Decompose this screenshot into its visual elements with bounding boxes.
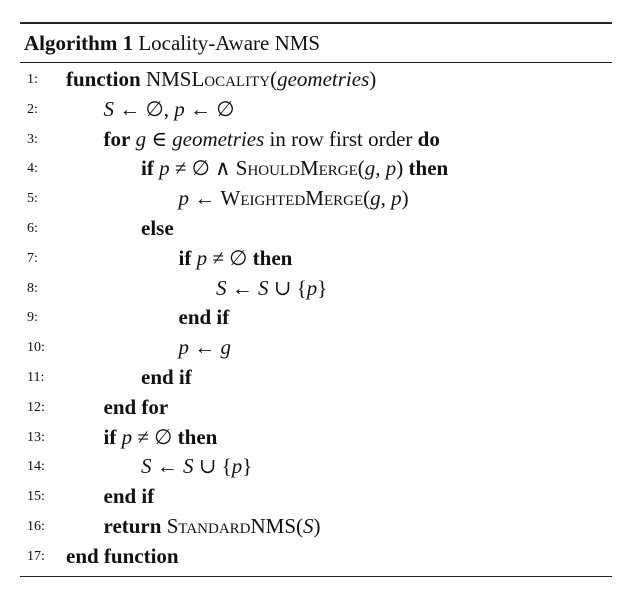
bottom-rule <box>20 576 612 577</box>
procedure-name: NMSLocality <box>145 67 271 91</box>
keyword: if <box>103 424 117 449</box>
caption-label: Algorithm 1 <box>24 31 134 55</box>
line-code <box>141 363 192 393</box>
code-text: ) <box>396 156 409 181</box>
algorithm-line <box>20 482 612 512</box>
code-text: ∈ <box>146 126 173 151</box>
code-text: ← <box>226 275 258 300</box>
keyword: end if <box>178 305 230 330</box>
code-text: ( <box>357 156 365 181</box>
line-number: 6: <box>27 220 38 236</box>
math-symbol: p <box>231 454 243 479</box>
code-text: ) <box>369 67 377 91</box>
math-symbol: S <box>303 513 314 538</box>
keyword: else <box>141 215 174 240</box>
keyword: if <box>141 156 154 181</box>
keyword: end for <box>103 394 169 419</box>
code-text: ∪ { <box>268 275 307 300</box>
math-symbol: p <box>159 156 170 181</box>
code-text: ← <box>189 186 221 211</box>
line-number: 8: <box>27 280 38 296</box>
line-number: 10: <box>27 340 45 356</box>
line-code <box>104 95 235 125</box>
algorithm-line <box>20 512 612 542</box>
code-text: ∪ { <box>193 454 232 479</box>
algorithm-line <box>20 423 612 453</box>
line-number: 3: <box>27 131 38 147</box>
algorithm-caption <box>20 24 612 62</box>
line-code <box>179 184 409 214</box>
caption-title: Locality-Aware NMS <box>138 31 321 55</box>
algorithm-line <box>20 65 612 95</box>
line-code <box>104 423 218 453</box>
keyword: end function <box>66 543 179 568</box>
algorithm-line <box>20 333 612 363</box>
math-symbol: S <box>103 96 114 121</box>
keyword: return <box>103 513 162 538</box>
code-text: } <box>317 275 328 300</box>
line-number: 9: <box>27 310 38 326</box>
algorithm-block <box>20 22 612 577</box>
math-symbol: p <box>121 424 133 449</box>
math-symbol: g, p <box>370 186 402 211</box>
code-text: ( <box>270 67 278 91</box>
line-number: 13: <box>27 429 45 445</box>
math-symbol: p <box>178 335 189 360</box>
math-symbol: geometries <box>172 126 265 151</box>
code-text: ( <box>296 513 304 538</box>
line-code <box>141 452 252 482</box>
keyword: function <box>66 67 141 91</box>
code-text: ← ∅ <box>184 96 235 121</box>
line-number: 1: <box>27 72 38 87</box>
code-text: ( <box>363 186 371 211</box>
code-text: ← ∅, <box>114 96 175 121</box>
procedure-name: WeightedMerge <box>220 186 364 211</box>
algorithm-line <box>20 303 612 333</box>
code-text: in row first order <box>264 126 418 151</box>
math-symbol: g, p <box>364 156 397 181</box>
algorithm-line <box>20 154 612 184</box>
algorithm-line <box>20 125 612 155</box>
math-symbol: p <box>306 275 318 300</box>
line-number: 14: <box>27 459 45 475</box>
algorithm-line <box>20 214 612 244</box>
algorithm-line <box>20 274 612 304</box>
line-number: 2: <box>27 101 38 117</box>
line-code <box>179 244 293 274</box>
algorithm-line <box>20 184 612 214</box>
math-symbol: g <box>135 126 147 151</box>
line-code <box>141 214 174 244</box>
math-symbol: g <box>220 335 231 360</box>
math-symbol: p <box>174 96 185 121</box>
code-text: ← <box>151 454 183 479</box>
keyword: then <box>408 156 449 181</box>
keyword: do <box>417 126 440 151</box>
math-symbol: geometries <box>277 67 370 91</box>
algorithm-line <box>20 363 612 393</box>
algorithm-line <box>20 452 612 482</box>
line-number: 17: <box>27 548 45 564</box>
math-symbol: S <box>216 275 227 300</box>
code-text: ← <box>189 335 221 360</box>
procedure-name: StandardNMS <box>166 513 297 538</box>
code-text: ≠ ∅ <box>132 424 178 449</box>
line-number: 7: <box>27 250 38 266</box>
line-number: 15: <box>27 489 45 505</box>
code-text: ≠ ∅ ∧ <box>169 156 236 181</box>
math-symbol: S <box>141 454 152 479</box>
algorithm-line <box>20 393 612 423</box>
algorithm-line <box>20 244 612 274</box>
line-code <box>216 274 327 304</box>
line-code <box>104 125 440 155</box>
line-code <box>66 542 179 572</box>
keyword: end if <box>103 484 155 509</box>
line-number: 16: <box>27 518 45 534</box>
math-symbol: S <box>183 454 194 479</box>
keyword: then <box>177 424 218 449</box>
line-number: 12: <box>27 399 45 415</box>
code-text: ) <box>401 186 409 211</box>
line-code <box>104 512 321 542</box>
line-code <box>104 393 169 423</box>
math-symbol: S <box>258 275 269 300</box>
line-number: 11: <box>27 369 45 385</box>
line-code <box>141 154 448 184</box>
line-code <box>179 303 230 333</box>
keyword: then <box>252 245 293 270</box>
procedure-name: ShouldMerge <box>235 156 358 181</box>
code-text: ) <box>313 513 321 538</box>
line-number: 4: <box>27 161 38 177</box>
algorithm-line <box>20 95 612 125</box>
algorithm-lines <box>20 63 612 572</box>
keyword: if <box>178 245 192 270</box>
line-code <box>179 333 232 363</box>
line-number: 5: <box>27 191 38 207</box>
code-text: ≠ ∅ <box>207 245 253 270</box>
math-symbol: p <box>178 186 189 211</box>
line-code <box>66 65 376 95</box>
keyword: for <box>103 126 131 151</box>
code-text: } <box>242 454 253 479</box>
math-symbol: p <box>196 245 208 270</box>
algorithm-line <box>20 542 612 572</box>
keyword: end if <box>141 364 192 389</box>
line-code <box>104 482 155 512</box>
